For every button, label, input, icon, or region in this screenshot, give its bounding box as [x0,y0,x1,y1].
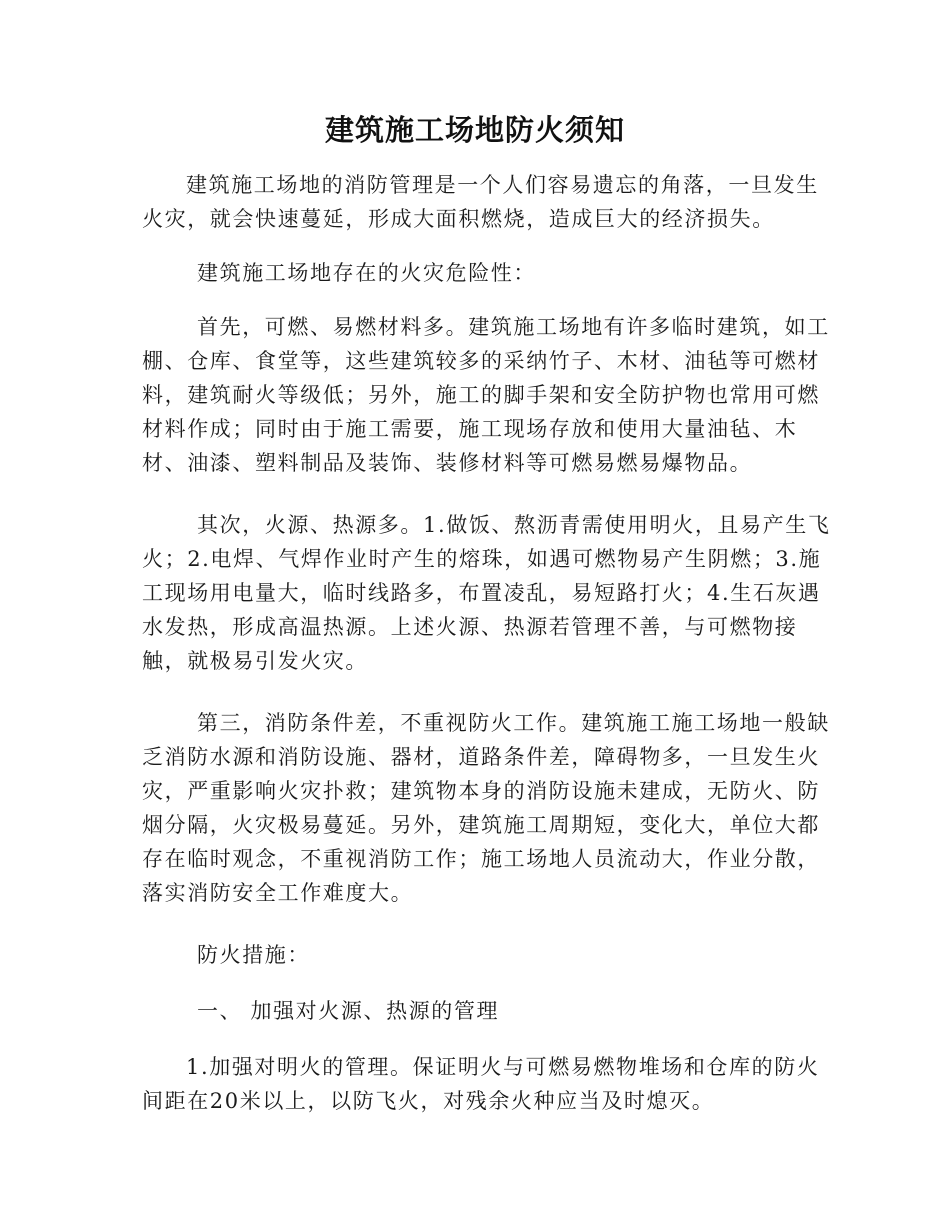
paragraph-line: 水发热，形成高温热源。上述火源、热源若管理不善，与可燃物接 [142,615,798,639]
paragraph-line: 间距在20米以上，以防飞火，对残余火种应当及时熄灭。 [142,1089,715,1113]
subsection-heading: 一、 加强对火源、热源的管理 [197,999,500,1023]
paragraph-line: 1.加强对明火的管理。保证明火与可燃易燃物堆场和仓库的防火 [186,1055,820,1079]
paragraph-line: 乏消防水源和消防设施、器材，道路条件差，障碍物多，一旦发生火 [142,745,820,769]
paragraph-line: 棚、仓库、食堂等，这些建筑较多的采纳竹子、木材、油毡等可燃材 [142,349,820,373]
paragraph-line: 火灾，就会快速蔓延，形成大面积燃烧，造成巨大的经济损失。 [142,207,775,231]
paragraph-line: 火；2.电焊、气焊作业时产生的熔珠，如遇可燃物易产生阴燃；3.施 [142,547,822,571]
paragraph-line: 灾，严重影响火灾扑救；建筑物本身的消防设施未建成，无防火、防 [142,779,820,803]
paragraph-line: 存在临时观念，不重视消防工作；施工场地人员流动大，作业分散， [142,847,820,871]
paragraph-line: 材、油漆、塑料制品及装饰、装修材料等可燃易燃易爆物品。 [142,451,753,475]
paragraph-line: 第三，消防条件差，不重视防火工作。建筑施工施工场地一般缺 [197,711,830,735]
section-heading: 防火措施： [197,943,310,967]
paragraph-line: 首先，可燃、易燃材料多。建筑施工场地有许多临时建筑，如工 [197,315,830,339]
paragraph-line: 建筑施工场地存在的火灾危险性： [197,261,536,285]
paragraph-line: 烟分隔，火灾极易蔓延。另外，建筑施工周期短，变化大，单位大都 [142,813,820,837]
paragraph-line: 触，就极易引发火灾。 [142,649,368,673]
document-title: 建筑施工场地防火须知 [324,113,625,147]
paragraph-line: 其次，火源、热源多。1.做饭、熬沥青需使用明火，且易产生飞 [197,513,831,537]
paragraph-line: 材料作成；同时由于施工需要，施工现场存放和使用大量油毡、木 [142,417,798,441]
paragraph-line: 工现场用电量大，临时线路多，布置凌乱，易短路打火；4.生石灰遇 [142,581,821,605]
paragraph-line: 落实消防安全工作难度大。 [142,881,414,905]
paragraph-line: 建筑施工场地的消防管理是一个人们容易遗忘的角落，一旦发生 [186,173,819,197]
paragraph-line: 料，建筑耐火等级低；另外，施工的脚手架和安全防护物也常用可燃 [142,383,820,407]
